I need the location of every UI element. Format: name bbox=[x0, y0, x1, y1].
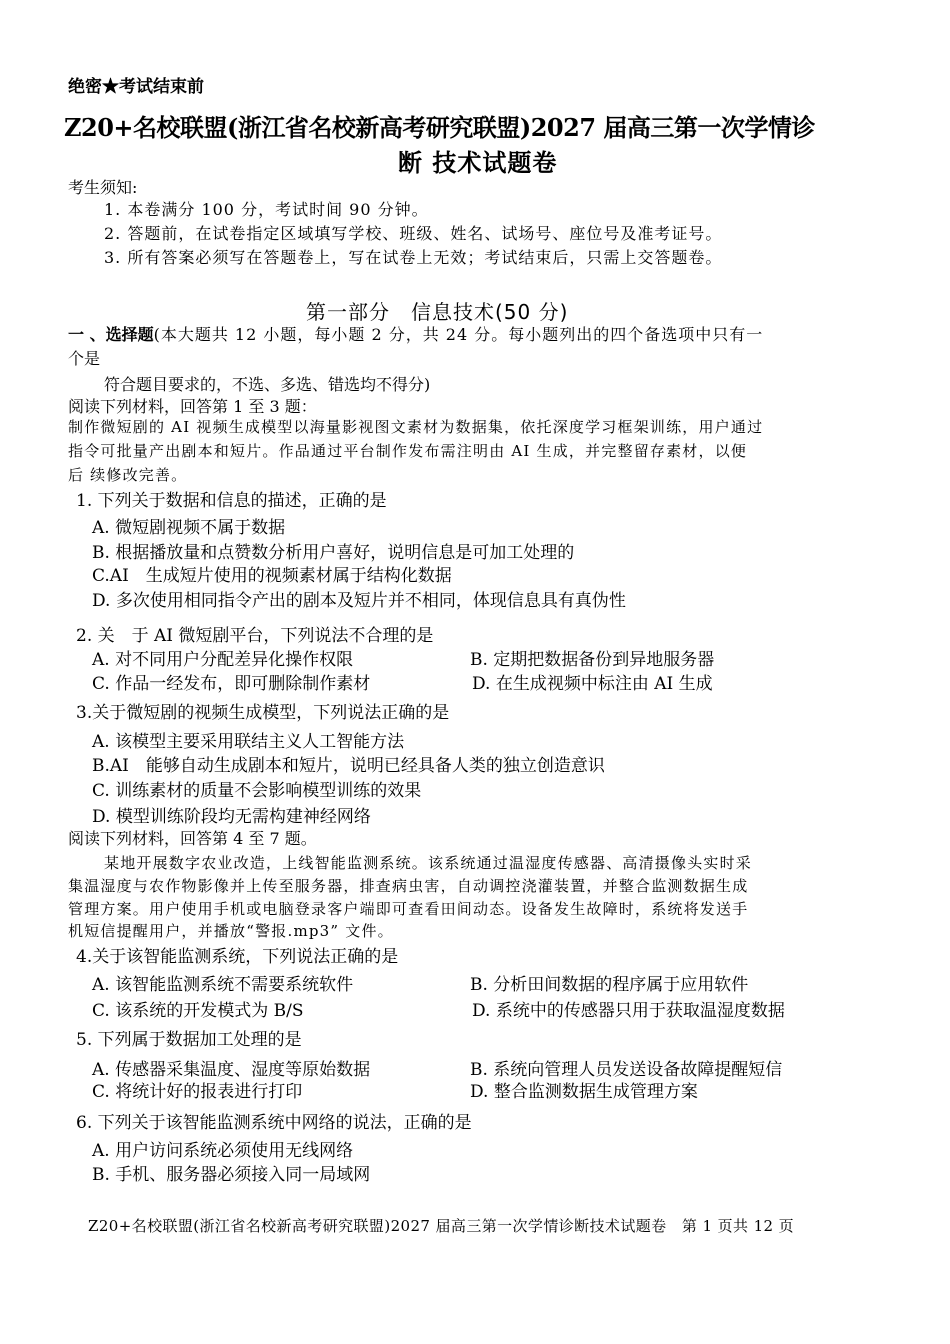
q1-option-d: D. 多次使用相同指令产出的剧本及短片并不相同，体现信息具有真伪性 bbox=[92, 591, 626, 611]
q2-stem: 2. 关 于 AI 微短剧平台，下列说法不合理的是 bbox=[76, 626, 434, 646]
q3-option-d: D. 模型训练阶段均无需构建神经网络 bbox=[92, 807, 371, 827]
instruction-item-2: 2. 答题前，在试卷指定区域填写学校、班级、姓名、试场号、座位号及准考证号。 bbox=[104, 224, 723, 243]
q6-stem: 6. 下列关于该智能监测系统中网络的说法，正确的是 bbox=[76, 1113, 472, 1133]
q3-option-c: C. 训练素材的质量不会影响模型训练的效果 bbox=[92, 781, 422, 801]
q1-option-b: B. 根据播放量和点赞数分析用户喜好，说明信息是可加工处理的 bbox=[92, 543, 575, 563]
instruction-item-3: 3. 所有答案必须写在答题卷上，写在试卷上无效；考试结束后，只需上交答题卷。 bbox=[104, 248, 723, 267]
q2-option-a: A. 对不同用户分配差异化操作权限 bbox=[92, 650, 354, 670]
material2-line-3: 管理方案。用户使用手机或电脑登录客户端即可查看田间动态。设备发生故障时，系统将发送手 bbox=[68, 900, 749, 918]
q5-option-c: C. 将统计好的报表进行打印 bbox=[92, 1082, 303, 1102]
q4-option-a: A. 该智能监测系统不需要系统软件 bbox=[92, 975, 354, 995]
section-title: 一 、选择题 bbox=[68, 325, 154, 344]
q5-option-d: D. 整合监测数据生成管理方案 bbox=[470, 1082, 698, 1102]
section-desc-1: (本大题共 12 小题，每小题 2 分，共 24 分。每小题列出的四个备选项中只有一 bbox=[153, 325, 764, 344]
q6-option-a: A. 用户访问系统必须使用无线网络 bbox=[92, 1141, 354, 1161]
q5-option-a: A. 传感器采集温度、湿度等原始数据 bbox=[92, 1060, 371, 1080]
instruction-item-1: 1. 本卷满分 100 分，考试时间 90 分钟。 bbox=[104, 200, 429, 219]
page-footer: Z20+名校联盟(浙江省名校新高考研究联盟)2027 届高三第一次学情诊断技术试题卷 第 1 页共 12 页 bbox=[88, 1217, 795, 1235]
q4-stem: 4.关于该智能监测系统，下列说法正确的是 bbox=[76, 947, 399, 967]
instructions-label: 考生须知: bbox=[68, 178, 138, 197]
exam-title-line1: Z20+名校联盟(浙江省名校新高考研究联盟)2027 届高三第一次学情诊 bbox=[64, 113, 815, 142]
material2-line-1: 某地开展数字农业改造，上线智能监测系统。该系统通过温湿度传感器、高清摄像头实时采 bbox=[104, 854, 753, 872]
q5-option-b: B. 系统向管理人员发送设备故障提醒短信 bbox=[470, 1060, 783, 1080]
material2-line-2: 集温湿度与农作物影像并上传至服务器，排查病虫害，自动调控浇灌装置，并整合监测数据生成 bbox=[68, 877, 749, 895]
q3-stem: 3.关于微短剧的视频生成模型，下列说法正确的是 bbox=[76, 703, 450, 723]
exam-title-line2: 断 技术试题卷 bbox=[398, 148, 558, 177]
q4-option-c: C. 该系统的开发模式为 B/S bbox=[92, 1001, 304, 1021]
material1-line-3: 后 续修改完善。 bbox=[68, 466, 188, 484]
material2-line-4: 机短信提醒用户，并播放“警报.mp3” 文件。 bbox=[68, 922, 394, 940]
q2-option-d: D. 在生成视频中标注由 AI 生成 bbox=[472, 674, 713, 694]
material1-line-1: 制作微短剧的 AI 视频生成模型以海量影视图文素材为数据集，依托深度学习框架训练，用户通过 bbox=[68, 418, 764, 436]
part-title: 第一部分 信息技术(50 分) bbox=[306, 300, 569, 324]
q5-stem: 5. 下列属于数据加工处理的是 bbox=[76, 1030, 302, 1050]
section-desc-2: 个是 bbox=[68, 349, 101, 368]
material2-intro: 阅读下列材料，回答第 4 至 7 题。 bbox=[68, 829, 317, 848]
section-header bbox=[68, 322, 763, 345]
confidential-label: 绝密★考试结束前 bbox=[68, 77, 204, 97]
q3-option-a: A. 该模型主要采用联结主义人工智能方法 bbox=[92, 732, 405, 752]
q2-option-c: C. 作品一经发布，即可删除制作素材 bbox=[92, 674, 371, 694]
q4-option-d: D. 系统中的传感器只用于获取温湿度数据 bbox=[472, 1001, 785, 1021]
q2-option-b: B. 定期把数据备份到异地服务器 bbox=[470, 650, 715, 670]
q1-option-c: C.AI 生成短片使用的视频素材属于结构化数据 bbox=[92, 566, 452, 586]
material1-intro: 阅读下列材料，回答第 1 至 3 题： bbox=[68, 397, 317, 416]
q3-option-b: B.AI 能够自动生成剧本和短片，说明已经具备人类的独立创造意识 bbox=[92, 756, 605, 776]
q6-option-b: B. 手机、服务器必须接入同一局域网 bbox=[92, 1165, 371, 1185]
section-desc-3: 符合题目要求的，不选、多选、错选均不得分) bbox=[104, 375, 431, 394]
q1-option-a: A. 微短剧视频不属于数据 bbox=[92, 518, 286, 538]
q1-stem: 1. 下列关于数据和信息的描述，正确的是 bbox=[76, 491, 387, 511]
material1-line-2: 指令可批量产出剧本和短片。作品通过平台制作发布需注明由 AI 生成，并完整留存素材，以便 bbox=[68, 442, 748, 460]
q4-option-b: B. 分析田间数据的程序属于应用软件 bbox=[470, 975, 749, 995]
